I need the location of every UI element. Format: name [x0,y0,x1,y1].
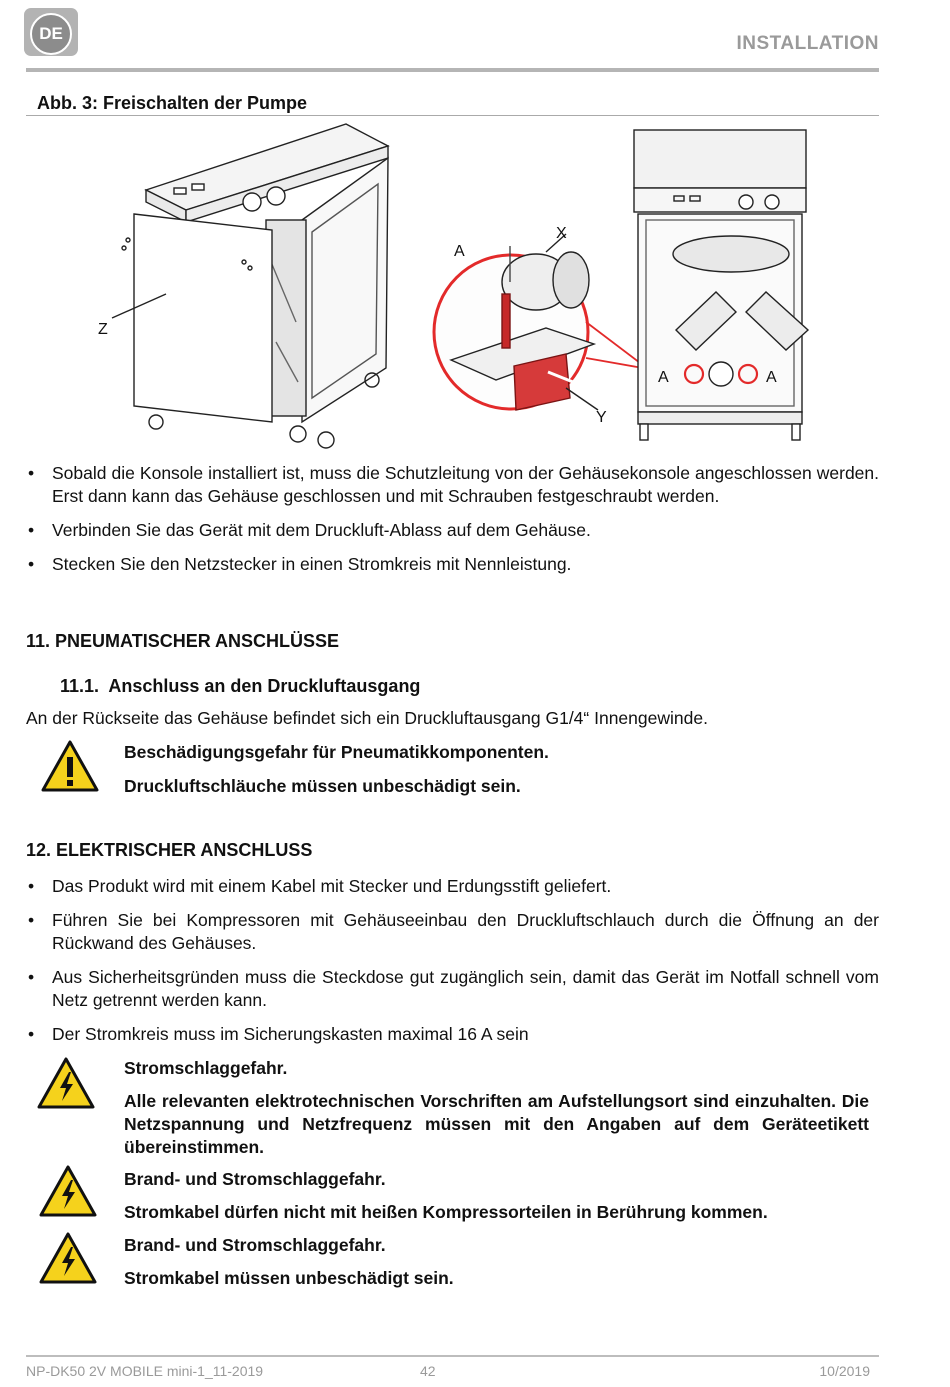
cabinet-isometric-drawing [112,124,388,448]
electric-hazard-icon [38,1164,98,1218]
electrical-bullet-list [26,875,879,1046]
language-badge [24,8,78,56]
section11-paragraph: An der Rückseite das Gehäuse befindet sich ein Druckluftausgang G1/4“ Innengewinde. [26,708,708,728]
warning-shock-text: Alle relevanten elektrotechnischen Vorschriften am Aufstellungsort sind einzuhalten. Die Netzspannung und Netzfrequenz müssen mit den Angaben auf dem Geräteetikett übereinstimmen. [124,1091,869,1157]
warning-fire-title-2: Brand- und Stromschlaggefahr. [124,1235,386,1255]
warning-fire-text-1: Stromkabel dürfen nicht mit heißen Kompressorteilen in Berührung kommen. [124,1202,768,1222]
header-divider [26,68,879,72]
footer-doc-id: NP-DK50 2V MOBILE mini-1_11-2019 [26,1363,264,1379]
list-item: • Verbinden Sie das Gerät mit dem Druckluft-Ablass auf dem Gehäuse. [26,519,879,542]
list-item: • Das Produkt wird mit einem Kabel mit Stecker und Erdungsstift geliefert. [26,875,879,898]
list-item: • Führen Sie bei Kompressoren mit Gehäuseeinbau den Druckluftschlauch durch die Öffnung an der Rückwand des Gehäuses. [26,909,879,955]
list-item: • Aus Sicherheitsgründen muss die Steckdose gut zugänglich sein, damit das Gerät im Notfall schnell vom Netz getrennt werden kann. [26,966,879,1012]
intro-bullet-list [26,462,879,576]
figure-illustration [26,122,879,452]
list-item: • Stecken Sie den Netzstecker in einen Stromkreis mit Nennleistung. [26,553,879,576]
label-a-right: A [766,369,777,386]
label-x: X [556,225,567,242]
electric-hazard-icon [36,1056,96,1110]
warning-fire-title-1: Brand- und Stromschlaggefahr. [124,1169,386,1189]
warning-exclamation-icon [40,739,100,793]
cabinet-front-view [634,130,808,440]
section-label: INSTALLATION [736,33,879,54]
label-a-detail: A [454,243,465,260]
label-y: Y [596,409,607,426]
list-item: • Der Stromkreis muss im Sicherungskasten maximal 16 A sein [26,1023,879,1046]
warning-fire-text-2: Stromkabel müssen unbeschädigt sein. [124,1268,454,1288]
list-item: • Sobald die Konsole installiert ist, muss die Schutzleitung von der Gehäusekonsole angeschlossen werden. Erst dann kann das Gehäuse geschlossen und mit Schrauben festgeschraubt werden. [26,462,879,508]
electric-hazard-icon [38,1231,98,1285]
footer-page-number: 42 [420,1363,436,1379]
language-code: DE [30,13,72,55]
footer-divider [26,1355,879,1357]
figure-caption: Abb. 3: Freischalten der Pumpe [37,93,308,113]
label-a-left: A [658,369,669,386]
section-heading-11: 11. PNEUMATISCHER ANSCHLÜSSE [26,631,340,651]
warning-shock-title: Stromschlaggefahr. [124,1058,288,1078]
section-heading-12: 12. ELEKTRISCHER ANSCHLUSS [26,840,313,860]
warning-pneumatic-title: Beschädigungsgefahr für Pneumatikkomponenten. [124,742,549,762]
warning-pneumatic-text: Druckluftschläuche müssen unbeschädigt sein. [124,776,521,796]
caption-divider [26,115,879,116]
footer-date: 10/2019 [819,1363,870,1379]
label-z: Z [98,321,108,338]
subsection-heading-11-1: 11.1. Anschluss an den Druckluftausgang [60,676,421,696]
